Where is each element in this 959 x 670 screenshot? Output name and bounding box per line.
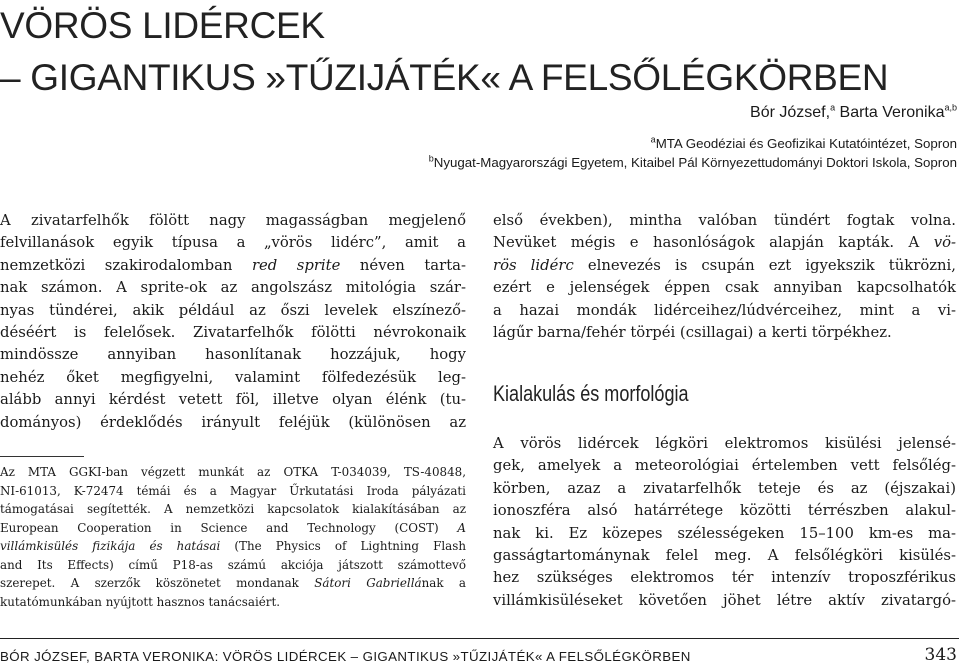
affiliation-a-text: MTA Geodéziai és Geofizikai Kutatóintézet, Sopron bbox=[655, 136, 957, 151]
author-1-affil-mark: a bbox=[830, 102, 836, 113]
text-segment: szerepet. A szerzők köszönetet mondanak bbox=[0, 576, 299, 590]
section-paragraph bbox=[493, 433, 956, 612]
footnote-line: and Its Effects) című P18-as számú akciója játszott számottevő bbox=[0, 557, 466, 572]
affiliation-b-text: Nyugat-Magyarországi Egyetem, Kitaibel Pál Környezettudományi Doktori Iskola, Sopron bbox=[433, 155, 957, 170]
article-title bbox=[0, 0, 888, 104]
italic-term: villámkisülés fizikája és hatásai bbox=[0, 539, 221, 553]
text-line: ionoszféra alsó határrétege közötti térrészben alakul- bbox=[493, 502, 956, 520]
footer-rule bbox=[0, 638, 959, 639]
text-line: A zivatarfelhők fölött nagy magasságban megjelenő bbox=[0, 212, 466, 229]
footnote-line: NI-61013, K-72474 témái és a Magyar Űrkutatási Iroda pályázati bbox=[0, 483, 466, 498]
left-column bbox=[0, 210, 466, 434]
footnote-line: Az MTA GGKI-ban végzett munkát az OTKA T-034039, TS-40848, bbox=[0, 465, 466, 479]
text-line: déséért is felelősek. Zivatarfelhők fölötti névrokonaik bbox=[0, 324, 466, 342]
footnote-line bbox=[0, 574, 466, 593]
text-line: mindössze annyiban hasonlítanak hozzájuk, hogy bbox=[0, 346, 466, 364]
footnote-line: kutatómunkában nyújtott hasznos tanácsaiért. bbox=[0, 594, 281, 609]
affiliation-a bbox=[429, 134, 957, 153]
text-segment: elnevezés is csupán ezt igyekszik tükrözni, bbox=[587, 256, 956, 274]
title-line-1: VÖRÖS LIDÉRCEK bbox=[0, 5, 325, 46]
section-heading: Kialakulás és morfológia bbox=[493, 381, 689, 406]
intro-paragraph bbox=[0, 210, 466, 434]
text-line: felvillanások egyik típusa a „vörös lidérc”, amit a bbox=[0, 234, 466, 252]
text-segment: nemzetközi szakirodalomban bbox=[0, 256, 233, 274]
text-line: hez szükséges elektromos tér intenzív troposzférikus bbox=[493, 569, 956, 587]
section-body bbox=[493, 433, 956, 612]
text-line: ezért e jelenségek éppen csak annyiban kapcsolhatók bbox=[493, 279, 956, 297]
text-line: gasságtartománynak felel meg. A felsőlégköri kisülés- bbox=[493, 547, 956, 565]
page-number: 343 bbox=[924, 645, 957, 665]
italic-term: rös lidérc bbox=[493, 256, 574, 274]
text-line: gek, amelyek a meteorológiai értelemben vett felsőlég- bbox=[493, 457, 956, 475]
text-line: A vörös lidércek légköri elektromos kisülési jelensé- bbox=[493, 435, 956, 452]
text-segment: European Cooperation in Science and Technology (COST) bbox=[0, 520, 439, 535]
title-line-2: – GIGANTIKUS »TŰZIJÁTÉK« A FELSŐLÉGKÖRBEN bbox=[0, 57, 889, 98]
author-1: Bór József, bbox=[750, 104, 831, 121]
text-line bbox=[493, 255, 956, 277]
text-line: körben, azaz a zivatarfelhők teteje és az (éjszakai) bbox=[493, 479, 956, 497]
text-line: a hazai mondák lidérceihez/lúdvérceihez, mint a vi- bbox=[493, 301, 956, 319]
text-line: villámkisüléseket követően jöhet létre aktív zivatargó- bbox=[493, 591, 956, 609]
text-line: első években), mintha valóban tündért fogtak volna. bbox=[493, 212, 956, 229]
affiliation-b-mark: b bbox=[428, 153, 434, 164]
italic-term: vö- bbox=[933, 234, 956, 252]
text-line: nyas tündérei, akik például az őszi levelek elszínező- bbox=[0, 301, 466, 319]
author-list bbox=[750, 103, 957, 123]
text-line bbox=[0, 255, 466, 277]
right-column bbox=[493, 210, 956, 344]
text-line: nak számon. A sprite-ok az angolszász mitológia szár- bbox=[0, 279, 466, 297]
continuation-paragraph bbox=[493, 210, 956, 344]
italic-term: A bbox=[457, 520, 466, 535]
text-line: nehéz őket megfigyelni, valamint fölfedezésük leg- bbox=[0, 368, 466, 386]
italic-term: Sátori Gabriellá bbox=[314, 576, 422, 590]
footnote-line bbox=[0, 519, 466, 538]
text-segment: (The Physics of Lightning Flash bbox=[234, 539, 466, 553]
footnote-line bbox=[0, 537, 466, 556]
text-line: nak ki. Ez közepes szélességeken 15–100 km-es ma- bbox=[493, 524, 956, 542]
text-segment: Nevüket mégis e hasonlóságok alapján kapták. A bbox=[493, 234, 920, 252]
author-2: Barta Veronika bbox=[835, 104, 945, 121]
text-line bbox=[493, 232, 956, 254]
text-line: lágűr barna/fehér törpéi (csillagai) a kerti törpékhez. bbox=[493, 324, 892, 342]
affiliations bbox=[429, 134, 957, 172]
running-footer: BÓR JÓZSEF, BARTA VERONIKA: VÖRÖS LIDÉRCEK – GIGANTIKUS »TŰZIJÁTÉK« A FELSŐLÉGKÖRBEN bbox=[0, 649, 691, 664]
affiliation-a-mark: a bbox=[650, 134, 656, 145]
footnote-line: támogatásai segítették. A nemzetközi kapcsolatok kialakításában az bbox=[0, 502, 466, 516]
acknowledgement-footnote bbox=[0, 463, 466, 611]
text-segment: néven tarta- bbox=[359, 256, 466, 274]
text-segment: nak a bbox=[421, 576, 466, 590]
footnote-rule bbox=[0, 456, 84, 457]
text-line: dományos) érdeklődés irányult feléjük (különösen az bbox=[0, 413, 466, 431]
author-2-affil-mark: a,b bbox=[944, 102, 957, 113]
italic-name-group bbox=[314, 576, 466, 590]
italic-term: red sprite bbox=[251, 256, 341, 274]
affiliation-b bbox=[429, 153, 957, 172]
text-line: alább annyi kérdést vetett föl, illetve olyan élénk (tu- bbox=[0, 391, 466, 409]
